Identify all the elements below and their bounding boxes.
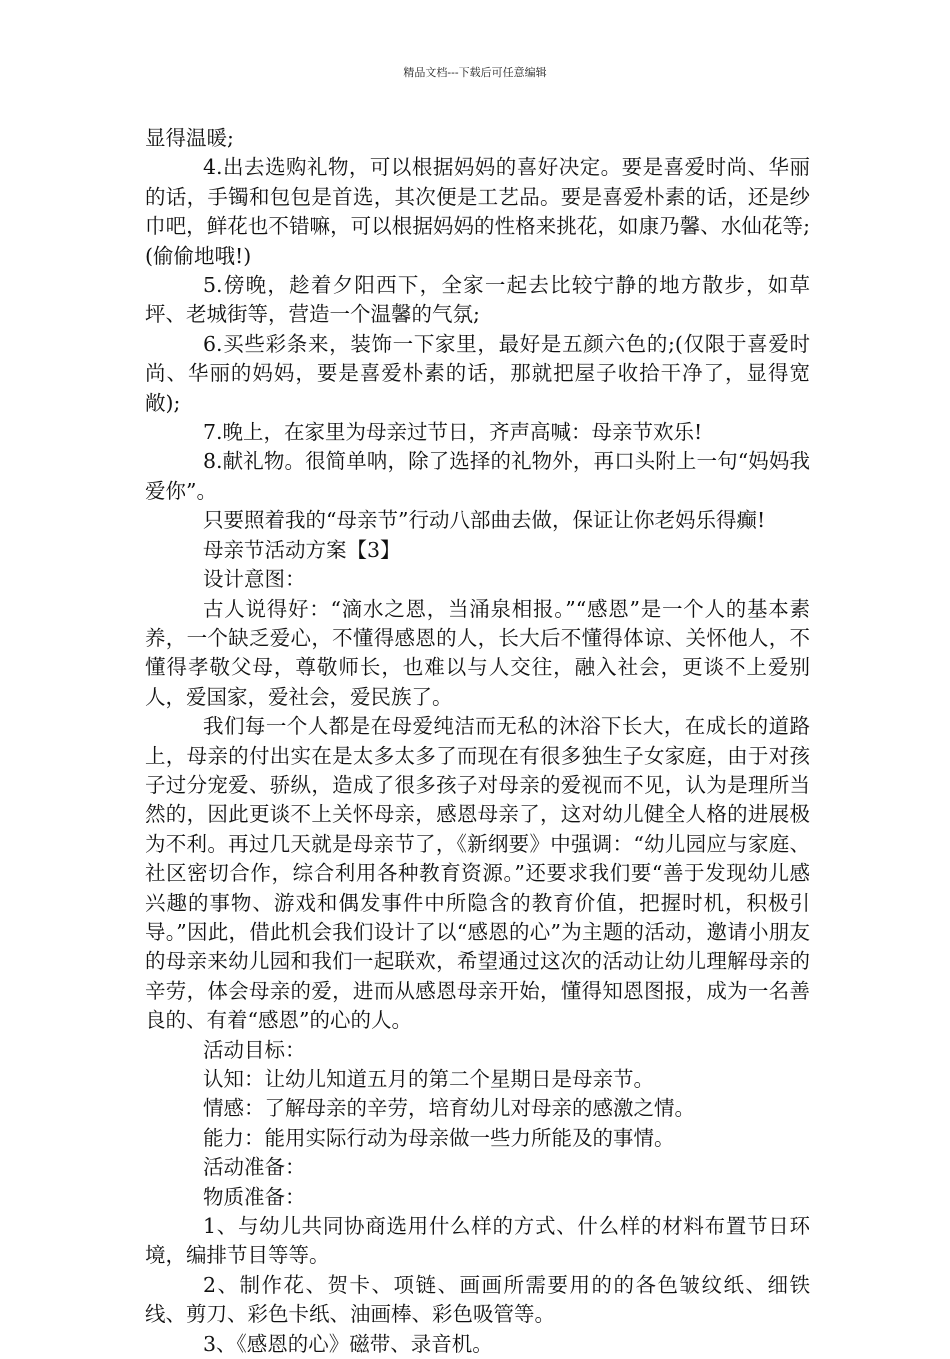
paragraph: 认知：让幼儿知道五月的第二个星期日是母亲节。 — [203, 1067, 654, 1091]
paragraph: 母亲节活动方案【3】 — [203, 537, 401, 562]
paragraph: 能力：能用实际行动为母亲做一些力所能及的事情。 — [203, 1125, 675, 1150]
paragraph: 活动目标： — [203, 1037, 306, 1062]
paragraph: 古人说得好：“滴水之恩，当涌泉相报。”“感恩”是一个人的基本素养，一个缺乏爱心，不懂得感恩的人，长大后不懂得体谅、关怀他人，不懂得孝敬父母，尊敬师长，也难以与人交往，融入社会，更谈不上爱别人，爱国家，爱社会，爱民族了。 — [145, 596, 810, 709]
paragraph: 我们每一个人都是在母爱纯洁而无私的沐浴下长大，在成长的道路上，母亲的付出实在是太多太多了而现在有很多独生子女家庭，由于对孩子过分宠爱、骄纵，造成了很多孩子对母亲的爱视而不见，认为是理所当然的，因此更谈不上关怀母亲，感恩母亲了，这对幼儿健全人格的进展极为不利。再过几天就是母亲节了，《新纲要》中强调：“幼儿园应与家庭、社区密切合作，综合利用各种教育资源。”还要求我们要“善于发现幼儿感兴趣的事物、游戏和偶发事件中所隐含的教育价值，把握时机，积极引导。”因此，借此机会我们设计了以“感恩的心”为主题的活动，邀请小朋友的母亲来幼儿园和我们一起联欢，希望通过这次的活动让幼儿理解母亲的辛劳，体会母亲的爱，进而从感恩母亲开始，懂得知恩图报，成为一名善良的、有着“感恩”的心的人。 — [145, 714, 810, 1033]
page-header: 精品文档---下载后可任意编辑 — [403, 66, 547, 79]
paragraph: 活动准备： — [203, 1155, 306, 1180]
paragraph: 情感：了解母亲的辛劳，培育幼儿对母亲的感激之情。 — [203, 1096, 695, 1121]
paragraph: 只要照着我的“母亲节”行动八部曲去做，保证让你老妈乐得癫! — [203, 508, 766, 533]
paragraph: 设计意图： — [203, 567, 306, 592]
paragraph: 物质准备： — [203, 1184, 306, 1209]
paragraph: 7.晚上，在家里为母亲过节日，齐声高喊：母亲节欢乐! — [203, 420, 703, 445]
paragraph: 2、制作花、贺卡、项链、画画所需要用的的各色皱纹纸、细铁线、剪刀、彩色卡纸、油画棒、彩色吸管等。 — [145, 1272, 810, 1327]
document-body — [145, 124, 810, 1359]
paragraph: 5.傍晚，趁着夕阳西下，全家一起去比较宁静的地方散步，如草坪、老城街等，营造一个温馨的气氛; — [145, 273, 810, 327]
paragraph: 8.献礼物。很简单呐，除了选择的礼物外，再口头附上一句“妈妈我爱你”。 — [145, 449, 810, 503]
paragraph: 3、《感恩的心》磁带、录音机。 — [203, 1331, 493, 1356]
paragraph: 4.出去选购礼物，可以根据妈妈的喜好决定。要是喜爱时尚、华丽的话，手镯和包包是首选，其次便是工艺品。要是喜爱朴素的话，还是纱巾吧，鲜花也不错嘛，可以根据妈妈的性格来挑花，如康乃馨、水仙花等;(偷偷地哦!) — [145, 155, 810, 268]
paragraph: 6.买些彩条来，装饰一下家里，最好是五颜六色的;(仅限于喜爱时尚、华丽的妈妈，要是喜爱朴素的话，那就把屋子收拾干净了，显得宽敞); — [145, 331, 810, 415]
paragraph: 1、与幼儿共同协商选用什么样的方式、什么样的材料布置节日环境，编排节目等等。 — [145, 1214, 810, 1268]
paragraph: 显得温暖; — [145, 126, 234, 150]
